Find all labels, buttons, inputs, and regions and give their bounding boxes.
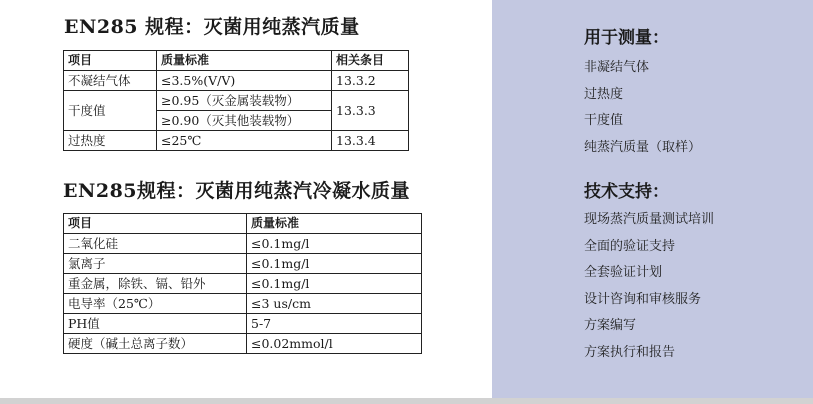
list-item: 现场蒸汽质量测试培训 xyxy=(584,212,715,227)
measure-heading: 用于测量： xyxy=(584,28,669,48)
item-cell: 电导率（25℃） xyxy=(64,294,247,314)
standard-cell: ≤25℃ xyxy=(157,131,332,151)
table-row xyxy=(64,314,422,334)
item-cell: 重金属，除铁、镉、铅外 xyxy=(64,274,247,294)
table-row xyxy=(64,254,422,274)
table-row xyxy=(64,274,422,294)
header-cell: 项目 xyxy=(64,214,247,234)
list-item: 纯蒸汽质量（取样） xyxy=(584,139,702,155)
measure-list xyxy=(584,55,701,161)
list-item: 全套验证计划 xyxy=(584,265,663,280)
standard-cell: ≥0.90（灭其他装载物） xyxy=(157,111,332,131)
table-row xyxy=(64,131,409,151)
item-cell: 干度值 xyxy=(64,91,157,131)
table-row xyxy=(64,91,409,111)
standard-cell: ≤0.02mmol/l xyxy=(247,334,422,354)
list-item: 设计咨询和审核服务 xyxy=(584,291,702,307)
reference-cell: 13.3.4 xyxy=(332,131,409,151)
standard-cell: ≥0.95（灭金属装载物） xyxy=(157,91,332,111)
steam-quality-title: EN285 规程：灭菌用纯蒸汽质量 xyxy=(64,16,360,38)
header-cell: 项目 xyxy=(64,51,157,71)
standard-cell: ≤3.5%(V/V) xyxy=(157,71,332,91)
item-cell: 过热度 xyxy=(64,131,157,151)
table-row xyxy=(64,71,409,91)
list-item: 干度值 xyxy=(584,113,624,128)
list-item: 过热度 xyxy=(584,86,624,102)
bottom-bar xyxy=(0,398,813,404)
header-cell: 质量标准 xyxy=(157,51,332,71)
list-item: 方案执行和报告 xyxy=(584,344,676,360)
table-row xyxy=(64,234,422,254)
list-item: 非凝结气体 xyxy=(584,60,650,75)
condensate-quality-table xyxy=(63,213,422,354)
table-row xyxy=(64,334,422,354)
list-item: 方案编写 xyxy=(584,318,637,333)
table-header-row xyxy=(64,214,422,234)
table-row xyxy=(64,294,422,314)
header-cell: 相关条目 xyxy=(332,51,409,71)
item-cell: 二氧化硅 xyxy=(64,234,247,254)
standard-cell: ≤3 us/cm xyxy=(247,294,422,314)
standard-cell: ≤0.1mg/l xyxy=(247,254,422,274)
standard-cell: ≤0.1mg/l xyxy=(247,274,422,294)
item-cell: 不凝结气体 xyxy=(64,71,157,91)
item-cell: PH值 xyxy=(64,314,247,334)
reference-cell: 13.3.2 xyxy=(332,71,409,91)
support-list xyxy=(584,207,714,366)
list-item: 全面的验证支持 xyxy=(584,238,676,254)
standard-cell: 5-7 xyxy=(247,314,422,334)
condensate-quality-title: EN285规程：灭菌用纯蒸汽冷凝水质量 xyxy=(63,180,411,202)
item-cell: 硬度（碱土总离子数） xyxy=(64,334,247,354)
steam-quality-table xyxy=(63,50,409,151)
header-cell: 质量标准 xyxy=(247,214,422,234)
reference-cell: 13.3.3 xyxy=(332,91,409,131)
item-cell: 氯离子 xyxy=(64,254,247,274)
table-header-row xyxy=(64,51,409,71)
standard-cell: ≤0.1mg/l xyxy=(247,234,422,254)
support-heading: 技术支持： xyxy=(584,182,669,202)
